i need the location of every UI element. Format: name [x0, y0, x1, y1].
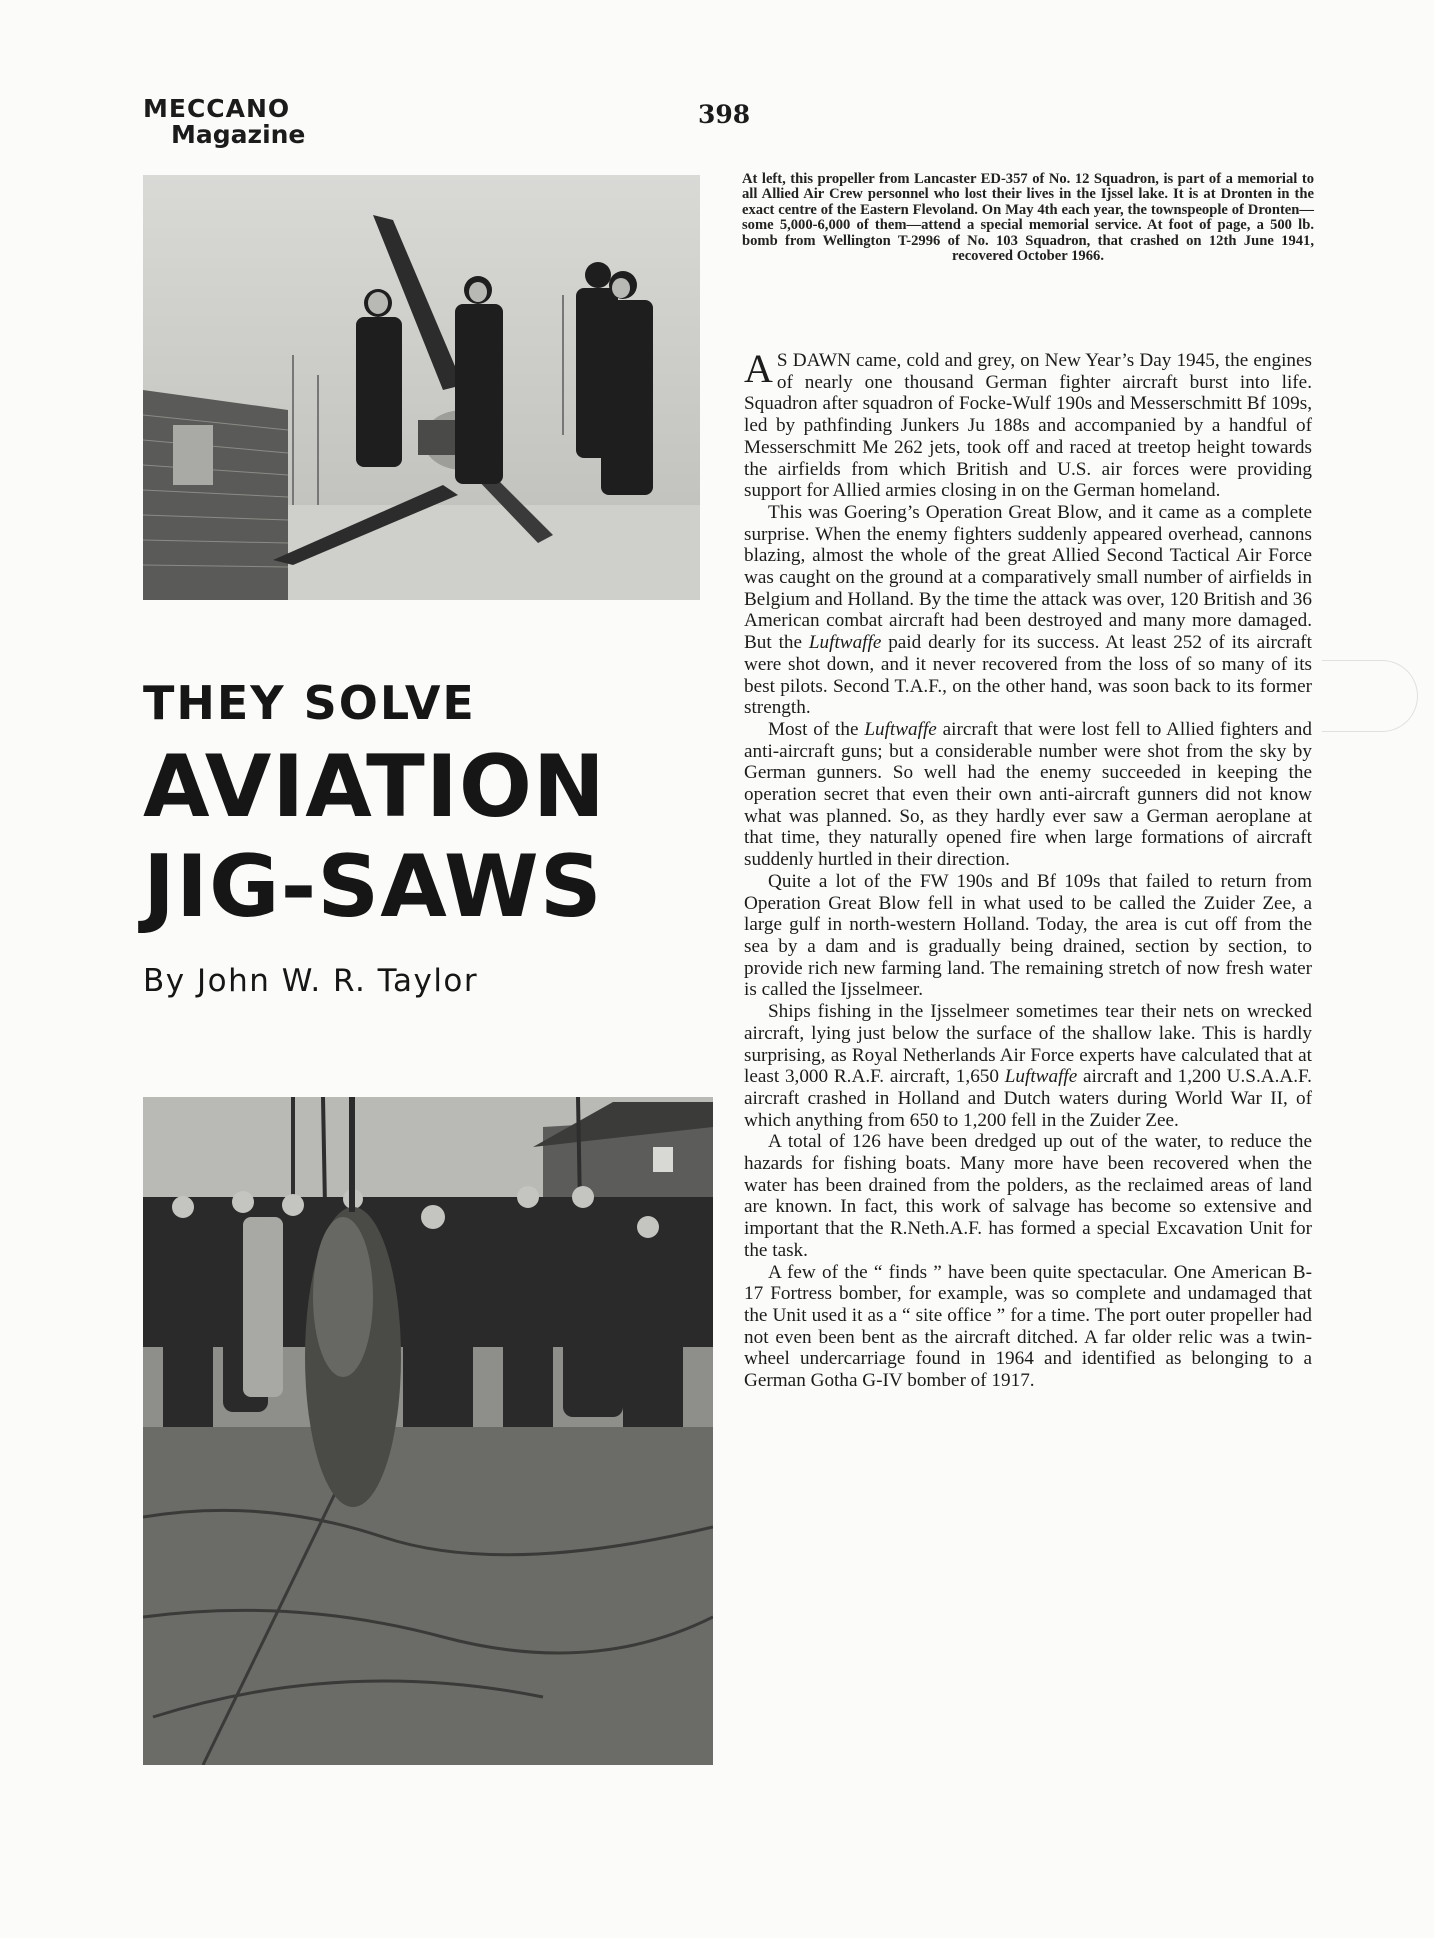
article-paragraph: A S DAWN came, cold and grey, on New Year’s Day 1945, the engines of nearly one thousand German fighter aircraft burst into life. Squadron after squadron of Focke-Wulf 190s and Messerschmitt Bf 109s, led by pathfinding Junkers Ju 188s and accompanied by a handful of Messerschmitt Me 262 jets, took off and raced at treetop height towards the airfields from which British and U.S. air forces were providing support for Allied armies closing in on the German homeland.: [744, 346, 1312, 502]
paper-scuff-mark: [1322, 660, 1418, 732]
article-paragraph: Most of the Luftwaffe aircraft that were lost fell to Allied fighters and anti-aircraft guns; but a considerable number were shot from the sky by German gunners. So well had the enemy succeeded in keeping the operation secret that even their own anti-aircraft gunners did not know what was planned. So, as they hardly ever saw a German aeroplane at that time, they naturally opened fire when large formations of aircraft suddenly hurtled in their direction.: [744, 718, 1312, 871]
article-paragraph: Quite a lot of the FW 190s and Bf 109s that failed to return from Operation Great Blow fell in what used to be called the Zuider Zee, a large gulf in north-western Holland. Today, the area is cut off from the sea by a dam and is gradually being drained, section by section, to provide rich new farming land. The remaining stretch of now fresh water is called the Ijsselmeer.: [744, 870, 1312, 1001]
byline: By John W. R. Taylor: [143, 963, 479, 1000]
drop-cap: A: [744, 346, 773, 391]
article-paragraph: A few of the “ finds ” have been quite spectacular. One American B-17 Fortress bomber, for example, was so complete and undamaged that the Unit used it as a “ site office ” for a time. The port outer propeller had not even been bent as the aircraft ditched. A far older relic was a twin-wheel undercarriage found in 1964 and identified as belonging to a German Gotha G-IV bomber of 1917.: [744, 1261, 1312, 1392]
article-paragraph: Ships fishing in the Ijsselmeer sometimes tear their nets on wrecked aircraft, lying just below the surface of the shallow lake. This is hardly surprising, as Royal Netherlands Air Force experts have calculated that at least 3,000 R.A.F. aircraft, 1,650 Luftwaffe aircraft and 1,200 U.S.A.A.F. aircraft crashed in Holland and Dutch waters during World War II, of which anything from 650 to 1,200 fell in the Zuider Zee.: [744, 1001, 1312, 1131]
photo-caption: At left, this propeller from Lancaster ED-357 of No. 12 Squadron, is part of a memorial to all Allied Air Crew personnel who lost their lives in the Ijssel lake. It is at Dronten in the exact centre of the Eastern Flevoland. On May 4th each year, the townspeople of Dronten—some 5,000-6,000 of them—attend a special memorial service. At foot of page, a 500 lb. bomb from Wellington T-2996 of No. 103 Squadron, that crashed on 12th June 1941, recovered October 1966.: [742, 171, 1314, 265]
masthead: [143, 96, 305, 149]
article-title-block: [143, 676, 713, 1000]
title-line-3: JIG-SAWS: [143, 836, 603, 937]
title-line-1: THEY SOLVE: [143, 676, 476, 730]
masthead-title: MECCANO: [143, 94, 291, 123]
masthead-subtitle: Magazine: [171, 120, 306, 150]
page-number: 398: [698, 100, 751, 129]
article-paragraph: This was Goering’s Operation Great Blow, and it came as a complete surprise. When the enemy fighters suddenly appeared overhead, cannons blazing, almost the whole of the great Allied Second Tactical Air Force was caught on the ground at a comparatively small number of airfields in Belgium and Holland. By the time the attack was over, 120 British and 36 American combat aircraft had been destroyed and many more damaged. But the Luftwaffe paid dearly for its success. At least 252 of its aircraft were shot down, and it never recovered from the loss of so many of its best pilots. Second T.A.F., on the other hand, was soon back to its former strength.: [744, 501, 1312, 719]
bomb-recovery-photo: [143, 1097, 713, 1765]
article-paragraph: A total of 126 have been dredged up out of the water, to reduce the hazards for fishing boats. Many more have been recovered when the water has been drained from the polders, as the reclaimed areas of land are known. In fact, this work of salvage has become so extensive and important that the R.Neth.A.F. has formed a special Excavation Unit for the task.: [744, 1131, 1312, 1261]
article-body: [744, 346, 1312, 1392]
propeller-memorial-photo: [143, 175, 700, 600]
title-line-2: AVIATION: [143, 737, 606, 837]
